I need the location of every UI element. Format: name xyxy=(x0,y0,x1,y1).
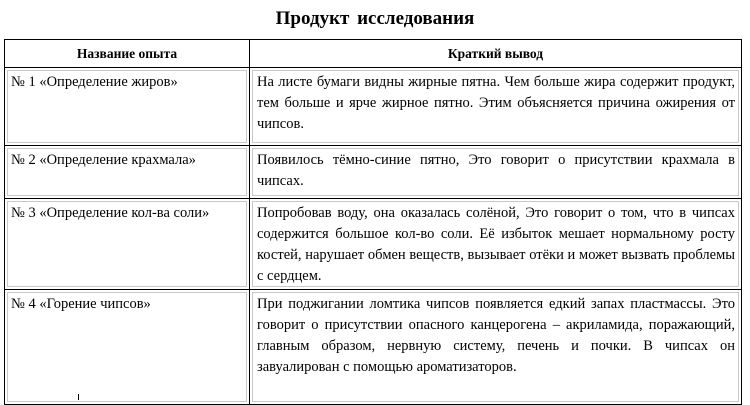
experiment-name-cell xyxy=(5,199,250,290)
experiments-table xyxy=(4,39,742,405)
table-row xyxy=(5,68,742,146)
conclusion-text: Появилось тёмно-синие пятно, Это говорит о присутствии крахмала в чипсах. xyxy=(252,148,739,196)
header-experiment-name: Название опыта xyxy=(5,40,250,68)
table-row xyxy=(5,146,742,199)
conclusion-cell xyxy=(250,199,742,290)
stray-mark xyxy=(78,394,79,400)
experiment-name: № 2 «Определение крахмала» xyxy=(7,148,247,196)
table-header-row xyxy=(5,40,742,68)
experiment-name: № 3 «Определение кол-ва соли» xyxy=(7,201,247,287)
experiment-name-cell xyxy=(5,290,250,405)
table-row xyxy=(5,290,742,405)
conclusion-cell xyxy=(250,68,742,146)
experiment-name: № 4 «Горение чипсов» xyxy=(7,292,247,402)
conclusion-text: На листе бумаги видны жирные пятна. Чем больше жира содержит продукт, тем больше и ярче жирное пятно. Этим объясняется причина ожирения от чипсов. xyxy=(252,70,739,143)
experiment-name-cell xyxy=(5,146,250,199)
page-title: Продукт исследования xyxy=(275,8,475,29)
header-brief-conclusion: Краткий вывод xyxy=(250,40,742,68)
experiment-name-cell xyxy=(5,68,250,146)
conclusion-cell xyxy=(250,146,742,199)
experiment-name: № 1 «Определение жиров» xyxy=(7,70,247,143)
conclusion-text: Попробовав воду, она оказалась солёной, Это говорит о том, что в чипсах содержится большое кол-во соли. Её избыток мешает нормальному росту костей, нарушает обмен веществ, вызывает отёки и может вызвать проблемы с сердцем. xyxy=(252,201,739,287)
conclusion-text: При поджигании ломтика чипсов появляется едкий запах пластмассы. Это говорит о присутствии опасного канцерогена – акриламида, поражающий, главным образом, нервную систему, печень и почки. В чипсах он завуалирован с помощью ароматизаторов. xyxy=(252,292,739,402)
conclusion-cell xyxy=(250,290,742,405)
table-row xyxy=(5,199,742,290)
